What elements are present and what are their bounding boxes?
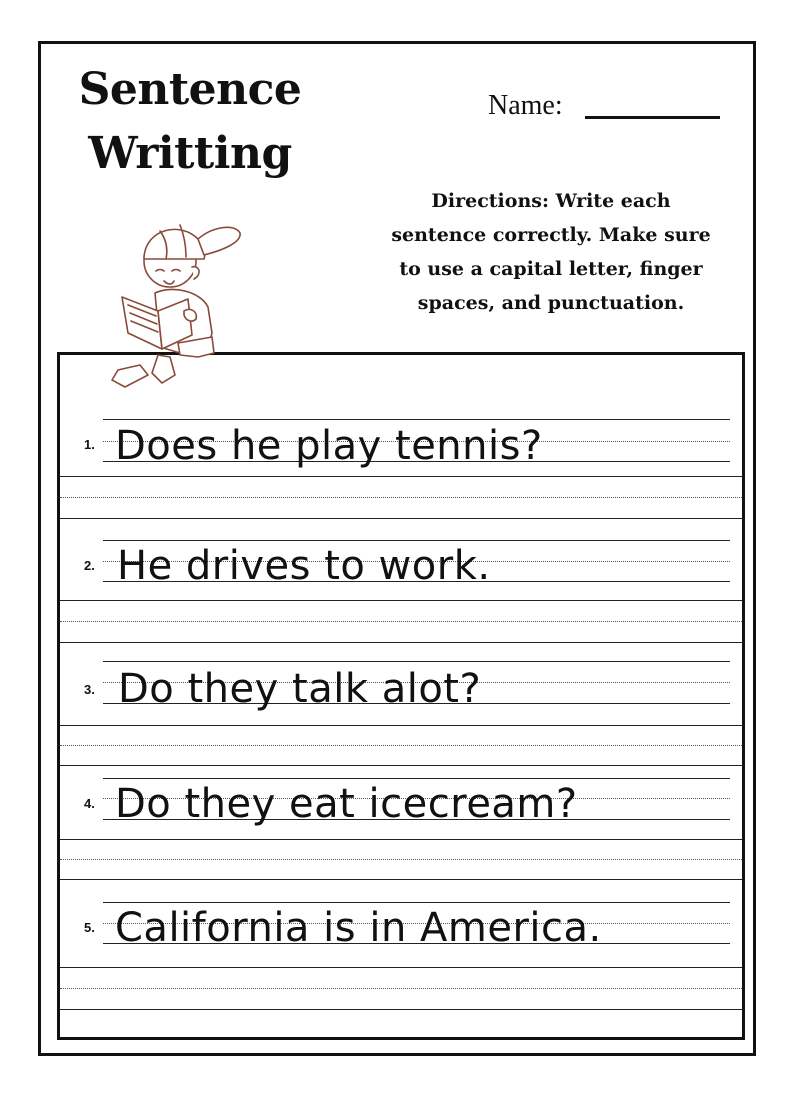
- item-number: 2.: [84, 558, 95, 573]
- writing-line: [103, 419, 730, 420]
- sentence-text: Do they eat icecream?: [115, 781, 578, 827]
- writing-line: [60, 988, 742, 989]
- writing-line: [60, 967, 742, 968]
- directions-line: Directions: Write each: [431, 190, 671, 212]
- sentence-text: Do they talk alot?: [118, 666, 482, 712]
- writing-line: [60, 642, 742, 643]
- writing-line: [60, 1009, 742, 1010]
- writing-line: [103, 902, 730, 903]
- writing-line: [60, 839, 742, 840]
- item-number: 5.: [84, 920, 95, 935]
- boy-reading-book-icon: [100, 215, 250, 395]
- name-field[interactable]: [585, 116, 720, 119]
- writing-line: [60, 621, 742, 622]
- writing-line: [60, 600, 742, 601]
- sentence-text: He drives to work.: [117, 543, 491, 589]
- writing-line: [60, 879, 742, 880]
- page-title: [60, 58, 320, 186]
- directions: [380, 184, 722, 320]
- writing-line: [103, 661, 730, 662]
- sentence-text: Does he play tennis?: [115, 423, 543, 469]
- item-number: 1.: [84, 437, 95, 452]
- writing-line: [103, 540, 730, 541]
- directions-line: spaces, and punctuation.: [417, 292, 685, 314]
- writing-line: [60, 745, 742, 746]
- writing-line: [60, 476, 742, 477]
- name-label: Name:: [488, 90, 563, 121]
- title-line-2: Writting: [88, 128, 292, 179]
- writing-line: [60, 859, 742, 860]
- item-number: 3.: [84, 682, 95, 697]
- item-number: 4.: [84, 796, 95, 811]
- writing-line: [103, 778, 730, 779]
- sentence-text: California is in America.: [115, 905, 602, 951]
- writing-line: [60, 765, 742, 766]
- writing-line: [60, 497, 742, 498]
- directions-line: sentence correctly. Make sure: [391, 224, 711, 246]
- writing-line: [60, 725, 742, 726]
- title-line-1: Sentence: [78, 64, 302, 115]
- writing-line: [60, 518, 742, 519]
- directions-line: to use a capital letter, finger: [399, 258, 703, 280]
- writing-area: [57, 352, 745, 1040]
